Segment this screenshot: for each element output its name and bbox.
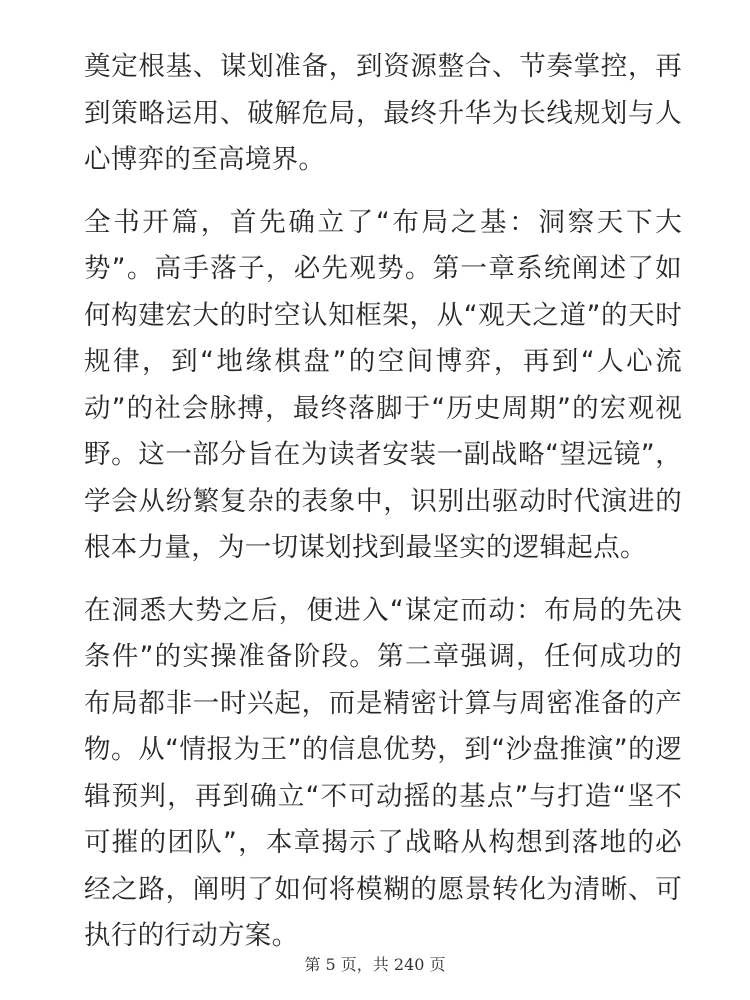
body-paragraph-1: 奠定根基、谋划准备，到资源整合、节奏掌控，再到策略运用、破解危局，最终升华为长线规划与人心博弈的至高境界。 [84,51,682,175]
page-number: 第 5 页，共 240 页 [304,955,446,974]
body-paragraph-2: 全书开篇，首先确立了“布局之基：洞察天下大势”。高手落子，必先观势。第一章系统阐述了如何构建宏大的时空认知框架，从“观天之道”的天时规律，到“地缘棋盘”的空间博弈，再到“人心流动”的社会脉搏，最终落脚于“历史周期”的宏观视野。这一部分旨在为读者安装一副战略“望远镜”，学会从纷繁复杂的表象中，识别出驱动时代演进的根本力量，为一切谋划找到最坚实的逻辑起点。 [84,206,682,563]
body-paragraph-3: 在洞悉大势之后，便进入“谋定而动：布局的先决条件”的实操准备阶段。第二章强调，任何成功的布局都非一时兴起，而是精密计算与周密准备的产物。从“情报为王”的信息优势，到“沙盘推演”的逻辑预判，再到确立“不可动摇的基点”与打造“坚不可摧的团队”，本章揭示了战略从构想到落地的必经之路，阐明了如何将模糊的愿景转化为清晰、可执行的行动方案。 [84,594,682,951]
